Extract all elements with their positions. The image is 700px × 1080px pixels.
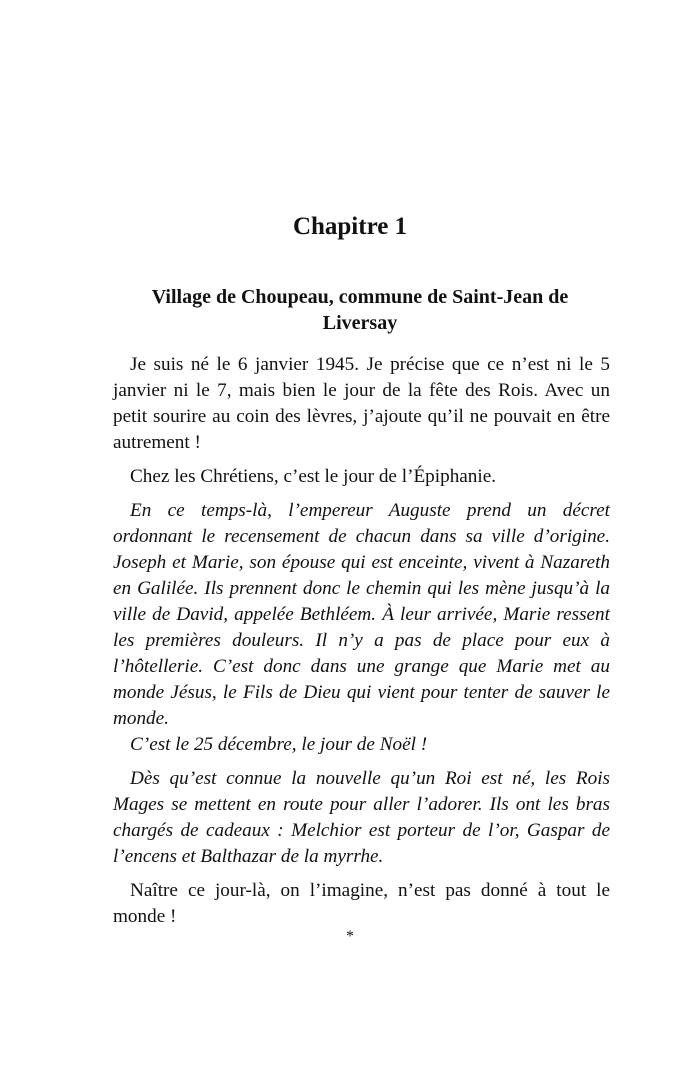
paragraph-birth: Je suis né le 6 janvier 1945. Je précise que ce n’est ni le 5 janvier ni le 7, mais bien le jour de la fête des Rois. Avec un petit sourire au coin des lèvres, j’ajoute qu’il ne pouvait en être autrement ! [113, 354, 610, 453]
paragraph-epiphany: Chez les Chrétiens, c’est le jour de l’Épiphanie. [130, 466, 497, 487]
section-separator: * [346, 928, 354, 945]
paragraph-magi: Dès qu’est connue la nouvelle qu’un Roi est né, les Rois Mages se mettent en route pour aller l’adorer. Ils ont les bras chargés de cadeaux : Melchior est porteur de l’or, Gaspar de l’encens et Balthazar de la myrrhe. [113, 768, 610, 867]
section-title: Village de Choupeau, commune de Saint-Jean de Liversay [151, 286, 569, 334]
chapter-body [113, 352, 610, 938]
chapter-title: Chapitre 1 [292, 213, 408, 240]
paragraph-nativity-story: En ce temps-là, l’empereur Auguste prend un décret ordonnant le recensement de chacun dans sa ville d’origine. Joseph et Marie, son épouse qui est enceinte, vivent à Nazareth en Galilée. Ils prennent donc le chemin qui les mène jusqu’à la ville de David, appelée Bethléem. À leur arrivée, Marie ressent les premières douleurs. Il n’y a pas de place pour eux à l’hôtellerie. C’est donc dans une grange que Marie met au monde Jésus, le Fils de Dieu qui vient pour tenter de sauver le monde. [113, 500, 610, 729]
paragraph-christmas: C’est le 25 décembre, le jour de Noël ! [130, 734, 428, 755]
paragraph-conclusion: Naître ce jour-là, on l’imagine, n’est pas donné à tout le monde ! [113, 880, 610, 927]
